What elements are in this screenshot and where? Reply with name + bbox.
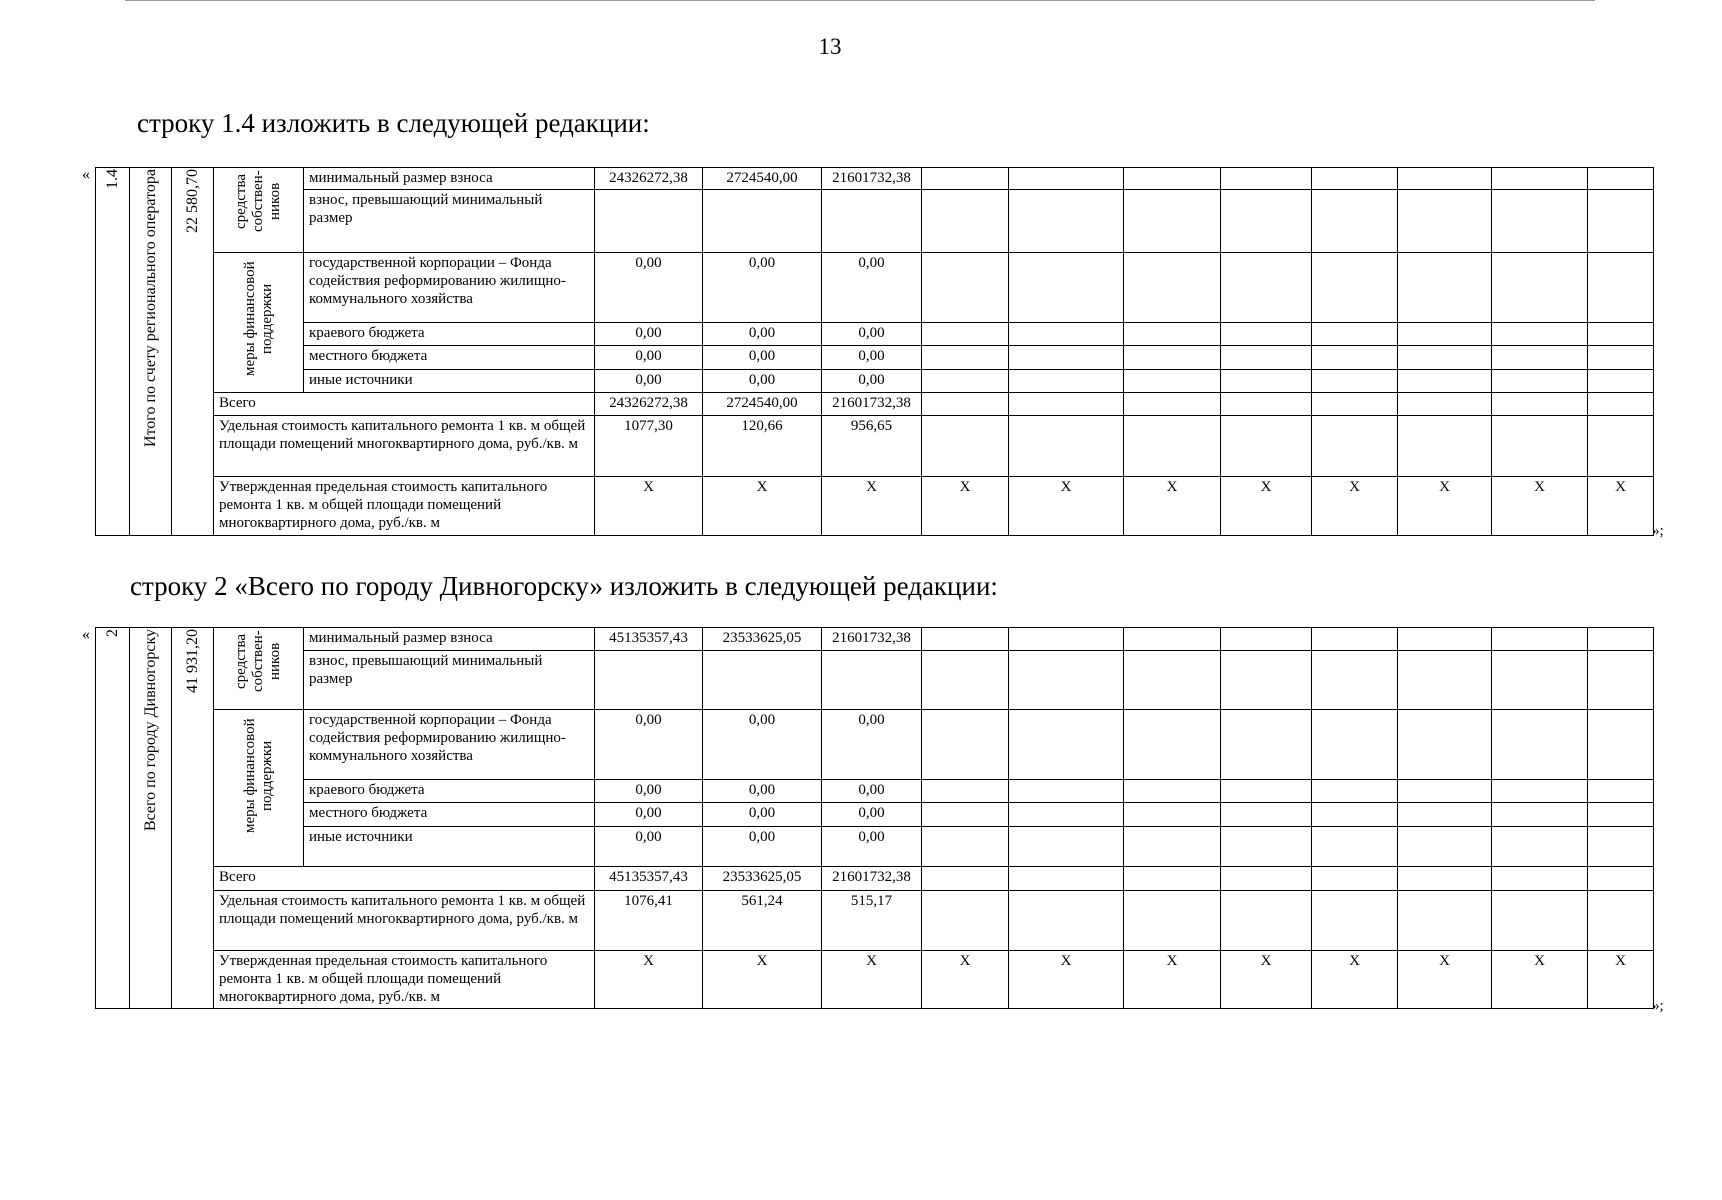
regional-budget-label: краевого бюджета <box>304 780 595 803</box>
x-mark-cell: X <box>703 477 822 536</box>
value-cell: 0,00 <box>822 253 922 323</box>
value-cell: 24326272,38 <box>595 168 703 190</box>
value-cell: 0,00 <box>595 710 703 780</box>
table-row-1-4 <box>95 167 1654 536</box>
x-mark-cell: X <box>1492 951 1588 1009</box>
area-cell: 41 931,20 <box>172 628 214 1009</box>
table-row <box>96 780 1654 803</box>
unit-cost-label: Удельная стоимость капитального ремонта 1 кв. м общей площади помещений многоквартирного дома, руб./кв. м <box>214 891 595 951</box>
table-row <box>96 628 1654 651</box>
table-row <box>96 951 1654 1009</box>
limit-cost-label: Утвержденная предельная стоимость капитального ремонта 1 кв. м общей площади помещений многоквартирного дома, руб./кв. м <box>214 951 595 1009</box>
table-row <box>96 168 1654 190</box>
value-cell: 0,00 <box>595 780 703 803</box>
value-cell: 956,65 <box>822 416 922 477</box>
close-quote-1: »; <box>1652 523 1664 539</box>
value-cell: 0,00 <box>595 253 703 323</box>
value-cell: 0,00 <box>822 803 922 827</box>
total-label: Всего <box>214 867 595 891</box>
local-budget-label: местного бюджета <box>304 803 595 827</box>
value-cell: 1076,41 <box>595 891 703 951</box>
table-row <box>96 393 1654 416</box>
x-mark-cell: X <box>922 477 1009 536</box>
close-quote-2: »; <box>1652 998 1664 1014</box>
value-cell: 0,00 <box>703 253 822 323</box>
value-cell: 0,00 <box>703 710 822 780</box>
value-cell: 0,00 <box>822 827 922 867</box>
x-mark-cell: X <box>595 951 703 1009</box>
row-name-cell: Всего по городу Дивногорску <box>130 628 172 1009</box>
other-sources-label: иные источники <box>304 370 595 393</box>
value-cell: 23533625,05 <box>703 628 822 651</box>
value-cell: 21601732,38 <box>822 867 922 891</box>
value-cell: 21601732,38 <box>822 168 922 190</box>
heading-row-1-4: строку 1.4 изложить в следующей редакции: <box>137 108 650 138</box>
value-cell: 0,00 <box>595 346 703 370</box>
x-mark-cell: X <box>1492 477 1588 536</box>
owners-group-cell: средства собствен-ников <box>214 628 304 710</box>
table-row <box>96 477 1654 536</box>
x-mark-cell: X <box>595 477 703 536</box>
total-label: Всего <box>214 393 595 416</box>
value-cell: 0,00 <box>595 803 703 827</box>
min-fee-label: минимальный размер взноса <box>304 168 595 190</box>
table-row-2 <box>95 627 1654 1009</box>
x-mark-cell: X <box>822 951 922 1009</box>
value-cell: 2724540,00 <box>703 393 822 416</box>
value-cell: 0,00 <box>703 370 822 393</box>
area-cell: 22 580,70 <box>172 168 214 536</box>
x-mark-cell: X <box>1588 951 1654 1009</box>
value-cell: 2724540,00 <box>703 168 822 190</box>
x-mark-cell: X <box>1312 477 1398 536</box>
value-cell: 561,24 <box>703 891 822 951</box>
value-cell: 21601732,38 <box>822 393 922 416</box>
x-mark-cell: X <box>703 951 822 1009</box>
table-row <box>96 827 1654 867</box>
row-number-cell: 1.4 <box>96 168 130 536</box>
value-cell: 0,00 <box>703 323 822 346</box>
open-quote-2: « <box>82 626 90 643</box>
x-mark-cell: X <box>1312 951 1398 1009</box>
value-cell: 0,00 <box>703 346 822 370</box>
row-name-cell: Итого по счету регионального оператора <box>130 168 172 536</box>
value-cell: 0,00 <box>595 323 703 346</box>
x-mark-cell: X <box>1588 477 1654 536</box>
table-row <box>96 190 1654 253</box>
value-cell: 0,00 <box>822 370 922 393</box>
value-cell: 45135357,43 <box>595 628 703 651</box>
table-row <box>96 803 1654 827</box>
value-cell: 45135357,43 <box>595 867 703 891</box>
support-group-cell: меры финансовой поддержки <box>214 710 304 867</box>
value-cell: 0,00 <box>595 827 703 867</box>
x-mark-cell: X <box>1124 951 1221 1009</box>
value-cell: 120,66 <box>703 416 822 477</box>
support-group-cell: меры финансовой поддержки <box>214 253 304 393</box>
row-number-cell: 2 <box>96 628 130 1009</box>
value-cell: 0,00 <box>703 803 822 827</box>
value-cell: 1077,30 <box>595 416 703 477</box>
state-corp-label: государственной корпорации – Фонда содействия реформированию жилищно-коммунального хозяйства <box>304 253 595 323</box>
unit-cost-label: Удельная стоимость капитального ремонта 1 кв. м общей площади помещений многоквартирного дома, руб./кв. м <box>214 416 595 477</box>
over-min-label: взнос, превышающий минимальный размер <box>304 651 595 710</box>
table-row <box>96 253 1654 323</box>
x-mark-cell: X <box>822 477 922 536</box>
x-mark-cell: X <box>1221 477 1312 536</box>
regional-budget-label: краевого бюджета <box>304 323 595 346</box>
table-row <box>96 710 1654 780</box>
open-quote-1: « <box>82 166 90 183</box>
x-mark-cell: X <box>1398 477 1492 536</box>
table-row <box>96 416 1654 477</box>
x-mark-cell: X <box>1009 951 1124 1009</box>
limit-cost-label: Утвержденная предельная стоимость капитального ремонта 1 кв. м общей площади помещений многоквартирного дома, руб./кв. м <box>214 477 595 536</box>
x-mark-cell: X <box>1398 951 1492 1009</box>
table-row <box>96 651 1654 710</box>
page-number: 13 <box>818 34 842 59</box>
value-cell: 515,17 <box>822 891 922 951</box>
min-fee-label: минимальный размер взноса <box>304 628 595 651</box>
value-cell: 0,00 <box>822 323 922 346</box>
value-cell: 0,00 <box>822 780 922 803</box>
value-cell: 24326272,38 <box>595 393 703 416</box>
table-row <box>96 370 1654 393</box>
other-sources-label: иные источники <box>304 827 595 867</box>
value-cell: 21601732,38 <box>822 628 922 651</box>
heading-row-2: строку 2 «Всего по городу Дивногорску» изложить в следующей редакции: <box>130 571 998 601</box>
table-row <box>96 346 1654 370</box>
state-corp-label: государственной корпорации – Фонда содействия реформированию жилищно-коммунального хозяйства <box>304 710 595 780</box>
x-mark-cell: X <box>922 951 1009 1009</box>
table-row <box>96 891 1654 951</box>
owners-group-cell: средства собствен-ников <box>214 168 304 253</box>
value-cell: 0,00 <box>822 710 922 780</box>
local-budget-label: местного бюджета <box>304 346 595 370</box>
table-row <box>96 867 1654 891</box>
x-mark-cell: X <box>1124 477 1221 536</box>
value-cell: 0,00 <box>595 370 703 393</box>
table-row <box>96 323 1654 346</box>
value-cell: 0,00 <box>703 827 822 867</box>
page-top-border <box>125 0 1595 1</box>
value-cell: 23533625,05 <box>703 867 822 891</box>
value-cell: 0,00 <box>822 346 922 370</box>
x-mark-cell: X <box>1221 951 1312 1009</box>
x-mark-cell: X <box>1009 477 1124 536</box>
over-min-label: взнос, превышающий минимальный размер <box>304 190 595 253</box>
value-cell: 0,00 <box>703 780 822 803</box>
